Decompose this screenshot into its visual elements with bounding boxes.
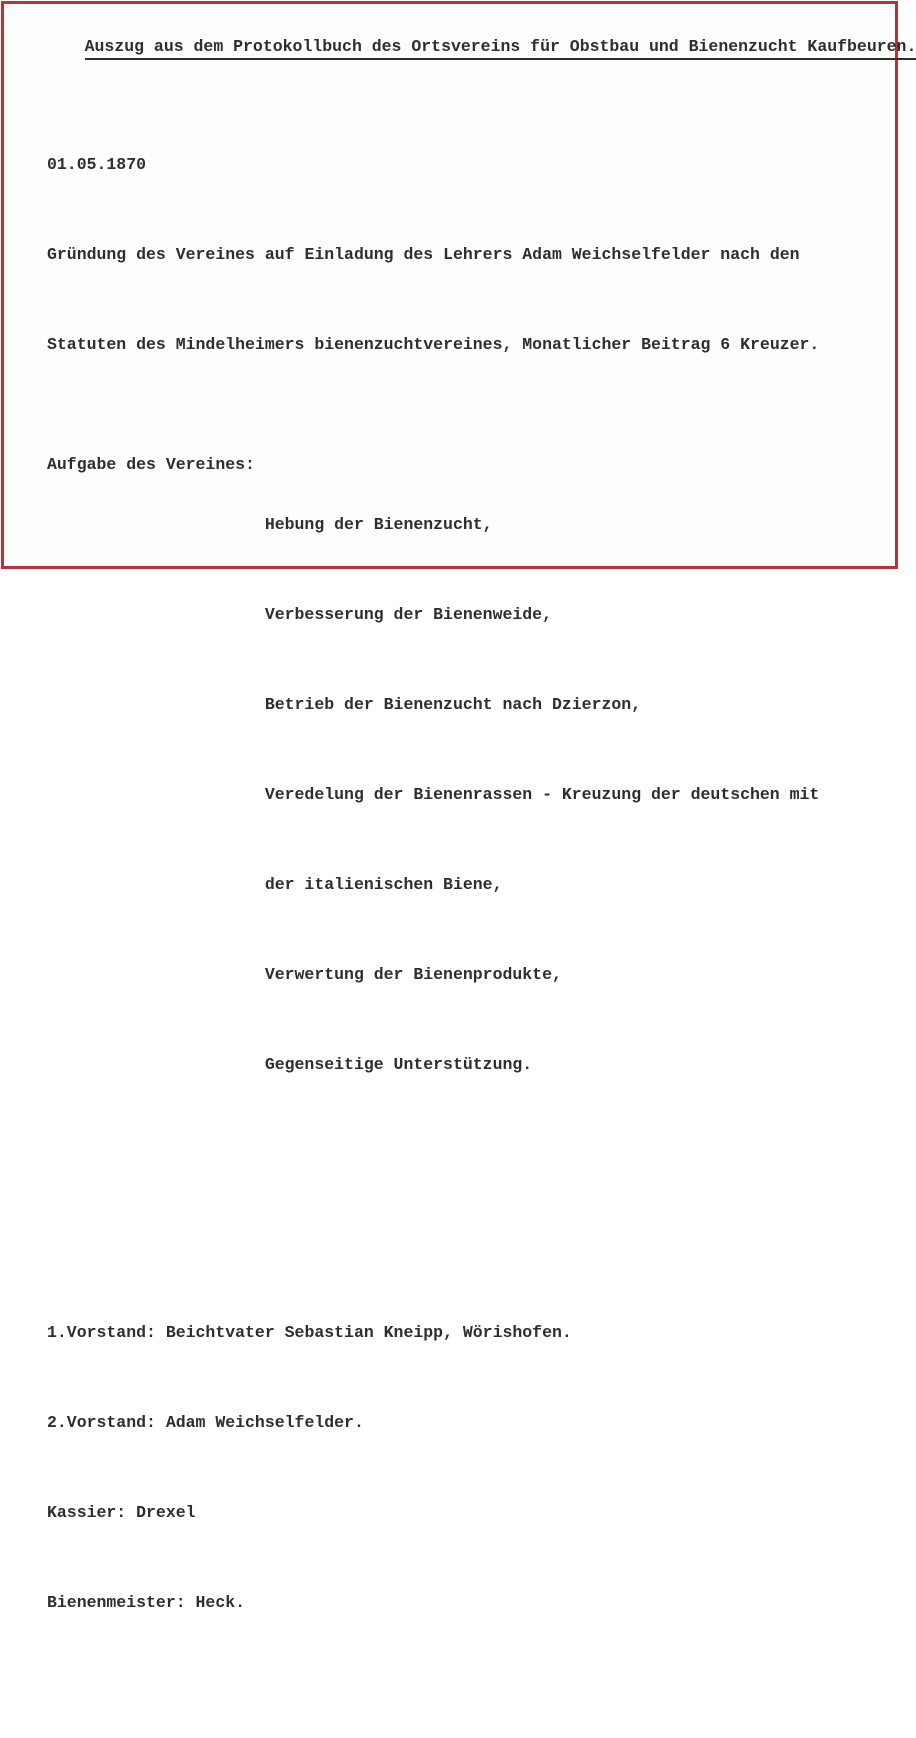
document-title-text: Auszug aus dem Protokollbuch des Ortsvereins für Obstbau und Bienenzucht Kaufbeuren. <box>85 37 916 60</box>
tasks-label: Aufgabe des Vereines: <box>47 455 255 474</box>
officers-section <box>47 1258 880 1678</box>
date-line: 01.05.1870 <box>47 155 147 174</box>
officer-line-1: 1.Vorstand: Beichtvater Sebastian Kneipp, Wörishofen. <box>47 1323 572 1342</box>
task-line-3: Betrieb der Bienenzucht nach Dzierzon, <box>264 695 642 714</box>
document-body <box>47 90 880 1738</box>
task-line-4: Veredelung der Bienenrassen - Kreuzung der deutschen mit <box>264 785 820 804</box>
officer-line-3: Kassier: Drexel <box>47 1503 196 1522</box>
officer-line-2: 2.Vorstand: Adam Weichselfelder. <box>47 1413 364 1432</box>
task-line-7: Gegenseitige Unterstützung. <box>264 1055 533 1074</box>
task-line-6: Verwertung der Bienenprodukte, <box>264 965 562 984</box>
document-title <box>45 11 916 83</box>
task-line-5: der italienischen Biene, <box>264 875 503 894</box>
task-line-2: Verbesserung der Bienenweide, <box>264 605 552 624</box>
tasks-section <box>47 450 880 1140</box>
officer-line-4: Bienenmeister: Heck. <box>47 1593 246 1612</box>
tasks-list <box>265 450 820 1140</box>
intro-line-2: Statuten des Mindelheimers bienenzuchtvereines, Monatlicher Beitrag 6 Kreuzer. <box>47 335 820 354</box>
intro-line-1: Gründung des Vereines auf Einladung des Lehrers Adam Weichselfelder nach den <box>47 245 800 264</box>
task-line-1: Hebung der Bienenzucht, <box>264 515 493 534</box>
